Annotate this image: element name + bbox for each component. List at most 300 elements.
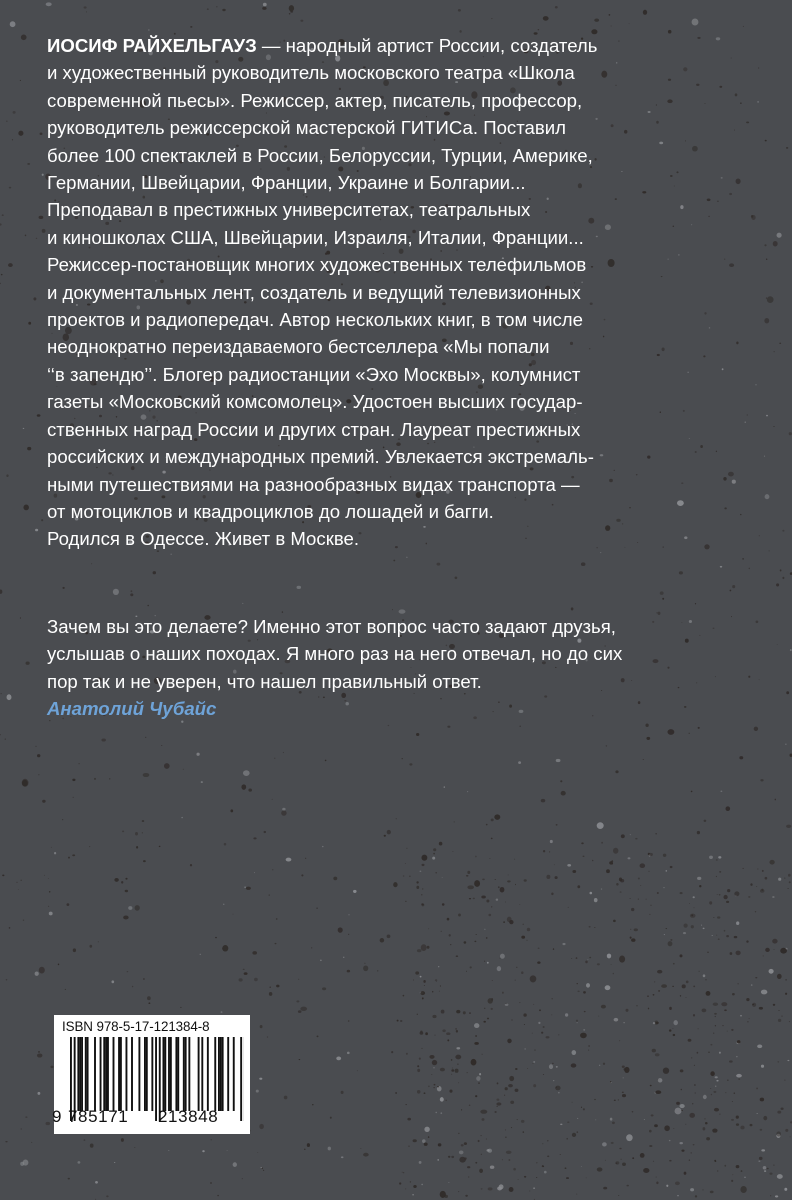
speckle bbox=[756, 1087, 758, 1089]
speckle bbox=[441, 931, 442, 932]
speckle bbox=[413, 1139, 417, 1142]
speckle bbox=[632, 1111, 634, 1112]
speckle bbox=[483, 1021, 486, 1023]
speckle bbox=[626, 1134, 633, 1141]
speckle bbox=[703, 974, 706, 977]
speckle bbox=[756, 621, 759, 624]
speckle bbox=[467, 885, 474, 889]
speckle bbox=[252, 951, 257, 955]
speckle bbox=[707, 952, 709, 953]
speckle bbox=[587, 959, 588, 960]
speckle bbox=[284, 1096, 288, 1100]
speckle bbox=[142, 832, 143, 833]
speckle bbox=[695, 1195, 697, 1197]
speckle bbox=[760, 779, 763, 781]
speckle bbox=[416, 733, 419, 736]
speckle bbox=[269, 894, 270, 895]
speckle bbox=[317, 1036, 319, 1038]
speckle bbox=[256, 1090, 259, 1093]
speckle bbox=[488, 1187, 493, 1190]
speckle bbox=[461, 1109, 462, 1110]
speckle bbox=[261, 1167, 262, 1168]
speckle bbox=[474, 941, 476, 943]
speckle bbox=[27, 447, 31, 450]
speckle bbox=[491, 906, 492, 907]
speckle bbox=[605, 1160, 606, 1161]
speckle bbox=[469, 1105, 471, 1107]
speckle bbox=[729, 1060, 733, 1062]
speckle bbox=[486, 824, 488, 826]
speckle bbox=[656, 1022, 659, 1024]
speckle bbox=[717, 916, 720, 918]
speckle bbox=[267, 1036, 268, 1038]
speckle bbox=[709, 856, 713, 859]
speckle bbox=[685, 1124, 686, 1125]
speckle bbox=[546, 1036, 550, 1038]
barcode-bar bbox=[126, 1037, 128, 1111]
speckle bbox=[675, 1181, 680, 1185]
speckle bbox=[467, 871, 470, 874]
speckle bbox=[427, 946, 430, 949]
speckle bbox=[496, 1098, 499, 1100]
speckle bbox=[478, 1082, 480, 1084]
speckle bbox=[555, 1086, 560, 1091]
speckle bbox=[736, 1056, 737, 1057]
speckle bbox=[147, 996, 151, 1000]
speckle bbox=[469, 1012, 471, 1014]
speckle bbox=[125, 878, 127, 880]
speckle bbox=[785, 744, 786, 745]
speckle bbox=[441, 1010, 445, 1014]
speckle bbox=[673, 1034, 676, 1036]
speckle bbox=[777, 1111, 781, 1114]
speckle bbox=[148, 1002, 150, 1004]
speckle bbox=[482, 879, 485, 881]
speckle bbox=[784, 878, 785, 879]
speckle bbox=[409, 875, 410, 877]
speckle bbox=[442, 903, 445, 905]
speckle bbox=[719, 1114, 721, 1115]
speckle bbox=[543, 1026, 545, 1028]
speckle bbox=[537, 961, 540, 964]
speckle bbox=[62, 587, 64, 589]
speckle bbox=[482, 1054, 483, 1055]
speckle bbox=[449, 934, 451, 936]
speckle bbox=[740, 1126, 744, 1130]
speckle bbox=[253, 837, 256, 839]
speckle bbox=[413, 1185, 416, 1188]
speckle bbox=[478, 1140, 480, 1142]
speckle bbox=[602, 1142, 607, 1146]
speckle bbox=[747, 1021, 749, 1023]
speckle bbox=[259, 1078, 262, 1080]
speckle bbox=[767, 296, 774, 303]
speckle bbox=[95, 1181, 98, 1184]
speckle bbox=[421, 1184, 422, 1185]
speckle bbox=[549, 1064, 553, 1069]
speckle bbox=[781, 1016, 782, 1017]
speckle bbox=[44, 875, 45, 876]
speckle bbox=[611, 964, 612, 965]
speckle bbox=[459, 1157, 466, 1163]
speckle bbox=[727, 1080, 728, 1081]
speckle bbox=[598, 1016, 599, 1017]
speckle bbox=[38, 774, 39, 775]
speckle bbox=[618, 1195, 619, 1196]
speckle bbox=[601, 1005, 606, 1009]
speckle bbox=[730, 590, 732, 592]
speckle bbox=[509, 1076, 514, 1081]
speckle bbox=[54, 852, 56, 855]
speckle bbox=[417, 1069, 420, 1072]
speckle bbox=[491, 819, 494, 822]
speckle bbox=[614, 1100, 616, 1101]
speckle bbox=[780, 569, 782, 571]
speckle bbox=[538, 29, 540, 30]
speckle bbox=[772, 896, 774, 898]
speckle bbox=[274, 758, 275, 759]
speckle bbox=[652, 1049, 656, 1053]
speckle bbox=[541, 799, 546, 803]
speckle bbox=[500, 954, 505, 959]
speckle bbox=[89, 846, 90, 847]
speckle bbox=[0, 223, 2, 225]
speckle bbox=[455, 1028, 457, 1030]
speckle bbox=[611, 1142, 614, 1144]
speckle bbox=[580, 1033, 587, 1039]
speckle bbox=[20, 80, 21, 81]
bio-line: Родился в Одессе. Живет в Москве. bbox=[47, 528, 360, 550]
barcode-bar bbox=[118, 1037, 120, 1111]
speckle bbox=[5, 1141, 7, 1142]
speckle bbox=[586, 983, 590, 988]
speckle bbox=[773, 426, 774, 427]
speckle bbox=[590, 892, 593, 895]
barcode-bar bbox=[175, 1037, 177, 1111]
speckle bbox=[672, 986, 674, 987]
speckle bbox=[200, 954, 201, 955]
speckle bbox=[680, 892, 683, 894]
speckle bbox=[619, 956, 625, 963]
speckle bbox=[725, 1092, 726, 1093]
speckle bbox=[421, 1048, 422, 1049]
speckle bbox=[789, 432, 792, 435]
speckle bbox=[311, 947, 312, 948]
speckle bbox=[523, 1131, 524, 1132]
speckle bbox=[610, 1118, 613, 1121]
barcode-bar bbox=[163, 1037, 165, 1111]
barcode-bar bbox=[185, 1037, 187, 1111]
speckle bbox=[778, 878, 781, 881]
speckle bbox=[211, 1139, 212, 1140]
bio-first-line-text: — народный артист России, создатель bbox=[256, 35, 598, 56]
speckle bbox=[594, 898, 598, 902]
speckle bbox=[760, 1129, 763, 1131]
speckle bbox=[743, 26, 744, 27]
speckle bbox=[38, 1051, 40, 1052]
speckle bbox=[505, 902, 506, 903]
speckle bbox=[576, 1020, 578, 1022]
speckle bbox=[643, 759, 644, 760]
barcode-bar bbox=[79, 1037, 81, 1111]
speckle bbox=[543, 16, 549, 21]
speckle bbox=[507, 880, 511, 882]
speckle bbox=[689, 903, 690, 904]
speckle bbox=[41, 519, 43, 521]
speckle bbox=[533, 1061, 535, 1062]
speckle bbox=[353, 890, 357, 893]
author-biography bbox=[47, 32, 747, 553]
speckle bbox=[451, 1156, 454, 1158]
speckle bbox=[514, 859, 515, 860]
speckle bbox=[510, 1101, 514, 1104]
speckle bbox=[23, 1160, 29, 1166]
speckle bbox=[673, 963, 675, 965]
barcode-left-digits: 785171 bbox=[68, 1107, 129, 1126]
speckle bbox=[782, 530, 784, 532]
speckle bbox=[486, 899, 489, 902]
speckle bbox=[417, 1014, 418, 1015]
speckle bbox=[699, 971, 700, 972]
speckle bbox=[790, 1137, 791, 1138]
speckle bbox=[17, 882, 18, 883]
speckle bbox=[458, 9, 461, 12]
speckle bbox=[31, 1142, 32, 1143]
speckle bbox=[440, 1191, 446, 1198]
speckle bbox=[497, 1187, 502, 1191]
speckle bbox=[25, 235, 27, 237]
speckle bbox=[201, 781, 203, 782]
speckle bbox=[463, 1011, 466, 1014]
speckle bbox=[734, 1092, 736, 1094]
speckle bbox=[786, 147, 788, 149]
speckle bbox=[789, 881, 791, 883]
speckle bbox=[28, 322, 31, 325]
speckle bbox=[706, 991, 711, 996]
speckle bbox=[694, 1084, 696, 1085]
speckle bbox=[135, 832, 138, 835]
speckle bbox=[458, 1133, 459, 1134]
barcode-bar bbox=[105, 1037, 107, 1111]
speckle bbox=[708, 1052, 710, 1053]
speckle bbox=[560, 1124, 562, 1125]
speckle bbox=[170, 554, 172, 555]
speckle bbox=[276, 918, 278, 919]
speckle bbox=[732, 1101, 733, 1102]
speckle bbox=[301, 874, 303, 876]
speckle bbox=[464, 1142, 467, 1145]
speckle bbox=[276, 985, 279, 988]
speckle bbox=[715, 1025, 716, 1026]
speckle bbox=[6, 121, 7, 122]
speckle bbox=[670, 866, 673, 868]
speckle bbox=[498, 886, 500, 888]
speckle bbox=[594, 1099, 595, 1100]
bio-line: и киношколах США, Швейцарии, Израиля, Италии, Франции... bbox=[47, 226, 584, 248]
speckle bbox=[697, 831, 700, 834]
speckle bbox=[21, 34, 27, 40]
bio-line: современной пьесы». Режиссер, актер, писатель, профессор, bbox=[47, 89, 583, 111]
speckle bbox=[101, 738, 106, 741]
speckle bbox=[504, 1095, 505, 1096]
speckle bbox=[592, 860, 593, 862]
speckle bbox=[388, 725, 390, 726]
speckle bbox=[702, 1189, 703, 1190]
speckle bbox=[643, 1168, 649, 1173]
speckle bbox=[527, 1068, 528, 1069]
speckle bbox=[486, 937, 488, 938]
speckle bbox=[10, 21, 16, 27]
speckle bbox=[297, 586, 302, 589]
speckle bbox=[20, 617, 21, 618]
barcode-bar bbox=[94, 1037, 96, 1111]
speckle bbox=[586, 1178, 587, 1179]
speckle bbox=[726, 935, 729, 937]
speckle bbox=[715, 1086, 716, 1087]
speckle bbox=[717, 1170, 718, 1171]
speckle bbox=[651, 1114, 654, 1116]
speckle bbox=[655, 833, 656, 834]
speckle bbox=[653, 1022, 655, 1024]
speckle bbox=[529, 1191, 530, 1192]
speckle bbox=[136, 846, 138, 849]
speckle bbox=[159, 846, 161, 847]
speckle bbox=[491, 838, 493, 840]
speckle bbox=[91, 563, 92, 564]
bio-first-line bbox=[47, 32, 747, 59]
speckle bbox=[721, 1002, 727, 1006]
speckle bbox=[419, 1057, 421, 1059]
speckle bbox=[402, 758, 403, 759]
speckle bbox=[552, 998, 553, 999]
speckle bbox=[492, 980, 493, 981]
speckle bbox=[588, 1049, 589, 1050]
speckle bbox=[480, 1110, 487, 1114]
speckle bbox=[765, 877, 768, 880]
speckle bbox=[749, 1018, 750, 1019]
speckle bbox=[491, 18, 492, 19]
speckle bbox=[689, 1113, 695, 1118]
speckle bbox=[330, 1117, 332, 1119]
speckle bbox=[561, 791, 566, 796]
speckle bbox=[691, 791, 693, 793]
speckle bbox=[732, 993, 735, 995]
speckle bbox=[547, 1155, 549, 1157]
speckle bbox=[243, 969, 245, 970]
speckle bbox=[272, 869, 273, 870]
speckle bbox=[420, 991, 425, 995]
speckle bbox=[224, 843, 226, 846]
speckle bbox=[515, 1089, 519, 1092]
speckle bbox=[444, 786, 445, 788]
speckle bbox=[653, 1161, 654, 1162]
speckle bbox=[479, 1073, 481, 1075]
speckle bbox=[363, 1153, 369, 1157]
speckle bbox=[601, 889, 602, 890]
speckle bbox=[744, 1177, 745, 1178]
speckle bbox=[254, 872, 255, 873]
speckle bbox=[467, 791, 468, 792]
speckle bbox=[673, 1020, 677, 1025]
speckle bbox=[765, 948, 770, 952]
speckle bbox=[6, 474, 8, 477]
speckle bbox=[679, 571, 683, 574]
barcode-bar bbox=[131, 1037, 133, 1111]
speckle bbox=[442, 877, 443, 878]
speckle bbox=[507, 917, 512, 923]
speckle bbox=[713, 1032, 714, 1034]
speckle bbox=[420, 871, 422, 872]
speckle bbox=[161, 745, 162, 746]
speckle bbox=[0, 283, 1, 284]
speckle bbox=[216, 6, 217, 7]
speckle bbox=[567, 864, 571, 867]
speckle bbox=[468, 1176, 469, 1177]
speckle bbox=[565, 1013, 568, 1016]
speckle bbox=[440, 985, 441, 986]
speckle bbox=[731, 1180, 733, 1182]
speckle bbox=[712, 1129, 717, 1133]
speckle bbox=[241, 784, 246, 789]
speckle bbox=[259, 1124, 264, 1129]
speckle bbox=[114, 1162, 115, 1163]
speckle bbox=[322, 987, 326, 990]
speckle bbox=[581, 562, 586, 566]
speckle bbox=[650, 1085, 652, 1087]
speckle bbox=[702, 1009, 707, 1013]
speckle bbox=[380, 938, 385, 943]
speckle bbox=[594, 19, 599, 22]
speckle bbox=[577, 1131, 579, 1133]
speckle bbox=[752, 1004, 754, 1005]
speckle bbox=[440, 1068, 445, 1072]
speckle bbox=[560, 1154, 562, 1155]
speckle bbox=[39, 216, 44, 219]
speckle bbox=[507, 1039, 511, 1044]
speckle bbox=[759, 535, 760, 536]
barcode-bar bbox=[77, 1037, 79, 1111]
speckle bbox=[180, 1007, 181, 1008]
speckle bbox=[449, 1089, 452, 1092]
speckle bbox=[626, 1009, 629, 1012]
speckle bbox=[714, 1013, 717, 1015]
speckle bbox=[622, 1065, 625, 1067]
speckle bbox=[716, 1080, 718, 1082]
speckle bbox=[121, 1138, 124, 1142]
speckle bbox=[49, 891, 50, 893]
speckle bbox=[406, 848, 407, 849]
speckle bbox=[546, 875, 550, 879]
speckle bbox=[458, 1082, 459, 1083]
speckle bbox=[645, 723, 648, 727]
speckle bbox=[121, 881, 123, 884]
speckle bbox=[762, 870, 764, 872]
speckle bbox=[283, 752, 284, 753]
speckle bbox=[320, 959, 322, 961]
speckle bbox=[431, 1074, 432, 1075]
speckle bbox=[764, 1170, 766, 1171]
speckle bbox=[785, 1129, 788, 1132]
speckle bbox=[764, 456, 765, 457]
bio-line: неоднократно переиздаваемого бестселлера «Мы попали bbox=[47, 336, 550, 358]
speckle bbox=[447, 726, 450, 728]
speckle bbox=[618, 1099, 619, 1101]
quote-line: Зачем вы это делаете? Именно этот вопрос часто задают друзья, bbox=[47, 616, 616, 637]
speckle bbox=[681, 1149, 684, 1151]
speckle bbox=[447, 918, 450, 921]
speckle bbox=[743, 868, 744, 869]
speckle bbox=[264, 831, 267, 833]
